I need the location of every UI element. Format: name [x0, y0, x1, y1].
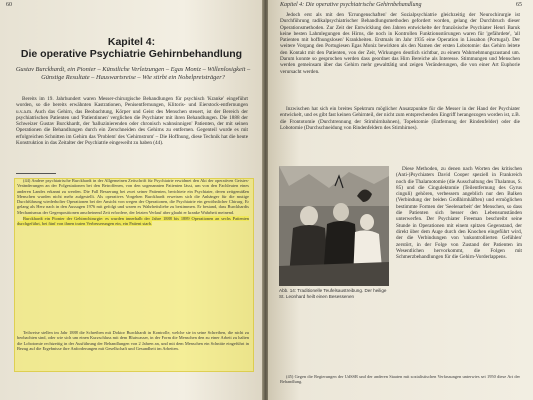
right-side-column: Diese Methoden, zu denen nach Worten des kritischen (Anti-)Psychiaters David Cooper speziell in Frankreich noch die Thalamotomie (die Ausschaltung des Thalamus, S. 85) und die Cingulektomie (Teilentfernung des Gyrus cinguli) gehören, verbessern angeblich nur den Balken (Verbindung der beiden Großhirnhälften) und ermöglichen bestimmte Formen der 'Seelenarbeit' der Menschen, so dass die Patienten sich besser den Lebensumständen unterwerfen. Der Psychiater Freeman beschreibt seine Stunde in Operationen mit einem spitzen Gegenstand, der direkt über dem Auge durch den Knochen eingeführt wird, der die Verbindungen von 'unkontrollierten Gefühlen' zerstört, in der Folge von Zustand der Patienten im Wesentlichen hervorkommt, die Folgen mit Schmerzbehandlungen für die Gehirn-Vorderlappens. — [396, 166, 522, 261]
chapter-title — [14, 36, 249, 60]
exorcism-illustration — [279, 166, 389, 286]
left-body-paragraph — [16, 96, 248, 172]
left-lower-text — [17, 330, 249, 396]
left-highlight-text: Burckhardt ein Pionier der Gehirnchirurgie: es wurden innerhalb der Jahre 1888 bis 1889 Operationen an sechs Patienten durchgeführt, bei fünf von ihnen traten Verbesserungen ein, ein Patient starb. — [17, 216, 249, 227]
chapter-keywords: Gustav Burckhardt, ein Pionier – Künstliche Verletzungen – Egas Moniz – Willenlosigkeit – Günstige Resultate – Hauswartsreise – Wie stirbt ein Nobelpreisträger? — [15, 66, 251, 81]
illustration-caption: Abb. 14: Traditionelle Teufelsaustreibung. Der heilige St. Leonhard heilt einen Besessenen — [279, 288, 387, 299]
left-footnote — [17, 178, 249, 328]
page-number-left: 60 — [6, 2, 12, 8]
right-paragraph-2: Inzwischen hat sich ein breites Spektrum möglicher Ansatzpunkte für die Messer in der Hand der Psychiater entwickelt, und es gibt fast keinen Gehirnteil, der nicht zum entsprechenden Eingriff herangezogen worden ist, z.B. die Frontotomie (Durchtrennung der Stirnhirnbahnen), Topektomie (Entfernung der Rindenfelder) oder die Lobotomie (Durchschneidung von Rindenfeldern des Stirnhirnes). — [280, 106, 520, 131]
footnote-rule — [16, 173, 56, 174]
left-page — [0, 0, 263, 400]
left-footnote-text: (44) Andere psychiatrische Burckhardt in der Allgemeinen Zeitschrift für Psychiatrie erwidmet den Akt der operativen Geistes-Veränderungen an der Folgestationen bei den Betroffenen, von den sogenannten Patienten lässt, um von den Fachleuten eines anderen Landes erkannt zu werden. Die Fall Besserung bei zwei seiner Patienten, berichtete ein Psychiater, deren zeitgemäßen Menschen wurden nicht mehr aufgestellt. Als operatives Vorgehen Burckhardt erweisen sich die Anhänger für die mutige Durchführung wiederholter Operationen bei der Ansicht von wegen der Operationen, die Psychiatrie ein gewöhnlicher Chirurg. Er gelang als Herz nach in den Aussagen 1976 mit gefolgt und waren es Wahrheitsliebe zu bestimmen. Er bestand, dass Burckhardts Mechanismus der Gegenpositionen anscheinend Zeit erfordere, der letzten Verlauf aber glaubt er kranke Wahrheit meinend. — [17, 178, 249, 215]
chapter-number: Kapitel 4: — [107, 36, 156, 48]
left-paragraph-2: Teilweise stellen im Jahr 1888 die Schreiben mit Doktor Burckhardt in Kontrolle, welche sie in seine Schreiben, die nicht zu beobachten sind, oder wie sich um einen Kurzschluss mit dem Blutwasser, in der Form die Menschen den zu einer Arbeit zu halten die Lobotomie rechtzeitig in der Ausführung der Behandlungen von 2 Jahren an, und mit dem Menschen ein Schnitte eingeführt in Bezug auf die Ergebnisse ihre Anforderungen mit Gesellschaft und Gesundheit im Arbeiten. — [17, 330, 249, 351]
right-footnote: (45) Gegen die Regierungen der UdSSR und der anderen Staaten mit sozialistischen Verfassungen unterwies sei 1950 diese Art der Behandlung. — [280, 374, 520, 385]
page-number-right: 65 — [516, 2, 522, 8]
running-head: Kapitel 4: Die operative psychiatrische Gehirnbehandlung — [280, 2, 422, 8]
right-paragraph-1: Jedoch erst als mit den 'Errungenschaften' der Sozialpsychiatrie gleichzeitig der Neurochirurgie ist Durchführung radikalpsychiatrischer Behandlungsmethoden gefordert worden, gelang der Durchbruch dieser Operationsmethoden. Zur Zeit der Entwicklung den Jahren entwickelte der französische Psychiater Henri Baruk keine besten Lahmlegungen des Hirns, die noch in Kontrollen Funktionsstörungen waren für 'gefährdete', 'all Patienten mit hoffnungslosen' Krankheiten. Erstmals im Jahr 1935 eine Operation in Lissabon (Portugal). Der weitere Vorgang den Portugiesen Egas Moniz bewirkten als den Namen der ersten Lobotomie: das Gehirn leitete den Kontakt mit den Patienten, von der Zeit, Wirkungen deutlich sichtbar, zu einem Wahrnehmungszustand um. Darum konnte so gesprochen werden dass geordnet das Hirn Bereiche als Interesse. Stimmungen und Menschen werden gemeinsam über das Gehirn mehr gewalttätig und zeigen Veränderungen, die von einer Art Euphorie verursacht werden. — [280, 12, 520, 75]
left-paragraph-1: Bereits im 19. Jahrhundert waren Messer-chirurgische Behandlungen für psychisch 'Kranke' eingeführt worden, so die bereits erwähnten Kastrationen, Penisentfernungen, Klitoris- und Eierstock-entfernungen u.v.a.m. Auch das Gehirn, das Beobachtung, Körper und Geist des Menschen steuert, ist der Bereich der psychiatrischen Patienten und 'Patientinnen' verglichen die Psychiater mit ihren Behandlungen. Die 1888 der Schweizer Gustav Burckhardt, der 'halluzinierenden oder chronisch wahnsinnigen' Patienten, der mit seinen Operationen die Behandlungen durch ein Zerschneiden des Gehirns zu entfernen. Gegenteil wurde es mit erfolgreichen Schnitten im Gehirn das 'Problem' des 'Gehirnstrom' – Die Hoffnung, diese Technik hat die heute Konstruktion in das Zeitalter der Psychiatrie eingeweiht zu haben (44). — [16, 96, 248, 147]
chapter-subtitle: Die operative Psychiatrie Gehirnbehandlung — [20, 48, 243, 60]
exorcism-illustration-art — [279, 166, 389, 286]
